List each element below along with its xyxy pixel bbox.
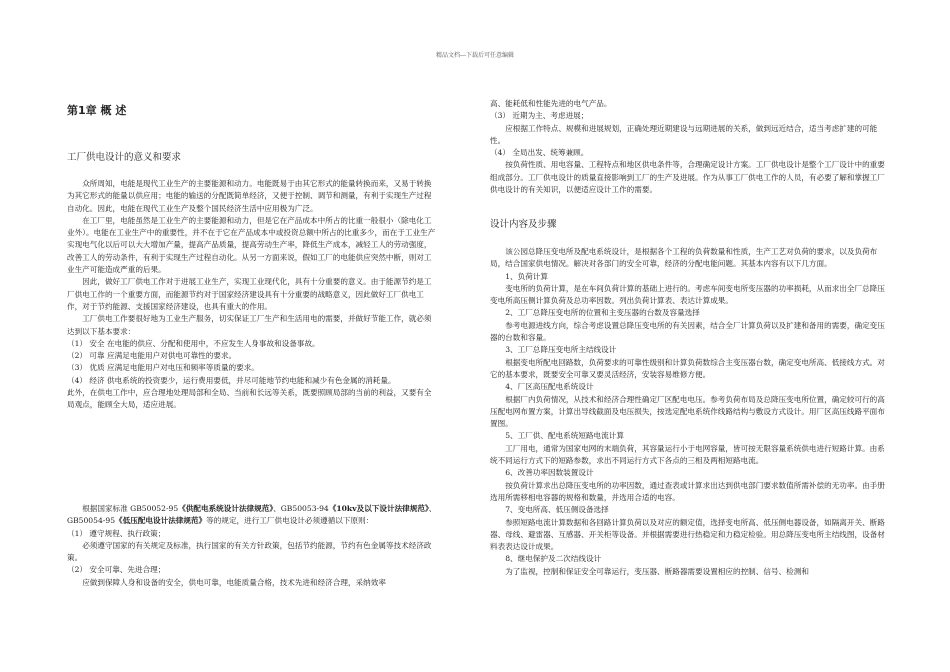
paragraph: 应根据工作特点、规模和进展规划，正确处理近期建设与远期进展的关系，做到远近结合，适当考虑扩建的可能性。	[490, 123, 878, 145]
page-header: 精品文档---下载后可任意编辑	[435, 52, 515, 59]
standard-title: 《10kv及以下设计法律规范》	[328, 504, 429, 513]
section-title-significance: 工厂供电设计的意义和要求	[67, 152, 182, 163]
paragraph: 众所周知，电能是现代工业生产的主要能源和动力。电能既易于由其它形式的能量转换而来，又易于转换为其它形式的能量以供应用；电能的输送的分配既简单经济，又便于控制、调节和测量，有利于实现生产过程自动化。因此，电能在现代工业生产及整个国民经济生活中应用极为广泛。	[67, 179, 432, 213]
standard-title: 《供配电系统设计法律规范》	[178, 504, 274, 513]
standards-text: 、GB50053-94	[273, 504, 329, 513]
paragraph: 高、能耗低和性能先进的电气产品。	[490, 99, 612, 108]
principle-heading: （1） 遵守规程、执行政策；	[67, 528, 166, 538]
paragraph: 变电所的负荷计算，是在车间负荷计算的基础上进行的。考虑车间变电所变压器的功率损耗，从而求出全厂总降压变电所高压侧计算负荷及总功率因数。列出负荷计算表、表达计算成果。	[490, 283, 885, 306]
principle-heading: （2） 安全可靠、先进合理；	[67, 565, 166, 575]
paragraph: 工厂用电，通常为国家电网的末端负荷，其容量运行小于电网容量，皆可按无限容量系统供电进行短路计算。由系统不同运行方式下的短路参数，求出不同运行方式下各点的三相及两相短路电流。	[490, 443, 885, 466]
section-title-design-steps: 设计内容及步骤	[490, 219, 557, 230]
requirement-item: （4） 经济 供电系统的投资要少，运行费用要低，并尽可能地节约电能和减少有色金属的消耗量。	[67, 375, 396, 385]
requirement-item: （2） 可靠 应满足电能用户对供电可靠性的要求。	[67, 351, 237, 361]
principle-heading: （4） 全局出发、统筹兼顾。	[490, 148, 589, 158]
item-title: 1、负荷计算	[505, 271, 548, 281]
standards-text: 等的规定，进行工厂供电设计必须遵循以下原则：	[206, 516, 374, 526]
paragraph: 应做到保障人身和设备的安全，供电可靠，电能质量合格，技术先进和经济合理，采纳效率	[82, 577, 386, 587]
paragraph: 为了监视，控制和保证安全可靠运行，变压器、断路器需要设置相应的控制、信号、检测和	[505, 566, 809, 576]
item-title: 2、工厂总降压变电所的位置和主变压器的台数及容量选择	[505, 308, 700, 318]
item-title: 6、改善功率因数装置设计	[505, 468, 594, 478]
paragraph: 按负荷性质、用电容量、工程特点和地区供电条件等，合理确定设计方案。工厂供电设计是整个工厂设计中的重要组成部分。工厂供电设计的质量直接影响到工厂的生产及进展。作为从事工厂供电工作的人员，有必要了解和掌握工厂供电设计的有关知识，以便适应设计工作的需要。	[490, 160, 885, 195]
paragraph: 该公园总降压变电所及配电系统设计，是根据各个工程的负荷数量和性质，生产工艺对负荷的要求，以及负荷布局，结合国家供电情况。解决对各部门的安全可靠，经济的分配电能问题。其基本内容有以下几方面。	[490, 247, 878, 269]
item-title: 8、继电保护及二次结线设计	[505, 554, 602, 564]
standards-paragraph	[67, 503, 439, 528]
paragraph: 此外，在供电工作中，应合理地处理局部和全局、当前和长远等关系，既要照顾局部的当前的利益，又要有全局观点，能顾全大局，适应进展。	[67, 388, 432, 410]
chapter-title: 第1章 概 述	[67, 104, 127, 117]
standards-text: 根据国家标准 GB50052-95	[82, 504, 179, 513]
item-title: 3、工厂总降压变电所主结线设计	[505, 345, 617, 355]
paragraph: 必须遵守国家的有关规定及标准，执行国家的有关方针政策，包括节约能源，节约有色金属等技术经济政策。	[67, 540, 432, 563]
principle-heading: （3） 近期为主、考虑进展；	[490, 111, 589, 121]
standard-title: 《低压配电设计法律规范》	[115, 516, 207, 526]
paragraph: 在工厂里，电能虽然是工业生产的主要能源和动力，但是它在产品成本中所占的比重一般很小（除电化工业外）。电能在工业生产中的重要性，并不在于它在产品成本中或投资总额中所占的比重多少，而在于工业生产实现电气化以后可以大大增加产量，提高产品质量，提高劳动生产率，降低生产成本，减轻工人的劳动强度，改善工人的劳动条件，有利于实现生产过程自动化。从另一方面来说，假如工厂的电能供应突然中断，则对工业生产可能造成严重的后果。	[67, 215, 436, 275]
item-title: 5、工厂供、配电系统短路电流计算	[505, 431, 624, 441]
requirement-item: （1） 安全 在电能的供应、分配和使用中，不应发生人身事故和设备事故。	[67, 338, 320, 348]
standards-text: 、GB50054-95	[67, 504, 437, 526]
paragraph: 工厂供电工作要很好地为工业生产服务，切实保证工厂生产和生活用电的需要，并做好节能工作，就必须达到以下基本要求：	[67, 314, 432, 336]
paragraph: 因此，做好工厂供电工作对于进展工业生产，实现工业现代化，具有十分重要的意义。由于能源节约是工厂供电工作的一个重要方面，而能源节约对于国家经济建设具有十分重要的战略意义，因此做好工厂供电工作，对于节约能源、支援国家经济建设，也具有重大的作用。	[67, 277, 432, 311]
item-title: 7、变电所高、低压侧设备选择	[505, 505, 609, 515]
paragraph: 根据厂内负荷情况，从技术和经济合理性确定厂区配电电压。参考负荷布局及总降压变电所位置，确定较可行的高压配电网布置方案，计算出导线截面及电压损失，按选定配电系统作线路结构与敷设方式设计。用厂区高压线路平面布置图。	[490, 394, 885, 429]
item-title: 4、厂区高压配电系统设计	[505, 382, 594, 392]
requirement-item: （3） 优质 应满足电能用户对电压和频率等质量的要求。	[67, 363, 259, 373]
paragraph: 根据变电所配电回路数，负荷要求的可靠性级别和计算负荷数综合主变压器台数，确定变电所高、低接线方式。对它的基本要求，既要安全可靠又要灵活经济，安装容易维修方便。	[490, 357, 885, 379]
paragraph: 按负荷计算求出总降压变电所的功率因数，通过查表或计算求出达到供电部门要求数值所需补偿的无功率。由手册选用所需移相电容器的规格和数量，并选用合适的电容。	[490, 480, 885, 502]
paragraph: 参考电源进线方向，综合考虑设置总降压变电所的有关因素，结合全厂计算负荷以及扩建和备用的需要，确定变压器的台数和容量。	[490, 320, 885, 343]
paragraph: 参照短路电流计算数据和各回路计算负荷以及对应的额定值，选择变电所高、低压侧电器设备，如隔离开关、断路器、母线、避雷器、互感器、开关柜等设备。并根据需要进行热稳定和力稳定检验。用总降压变电所主结线图，设备材料表表达设计成果。	[490, 517, 885, 552]
